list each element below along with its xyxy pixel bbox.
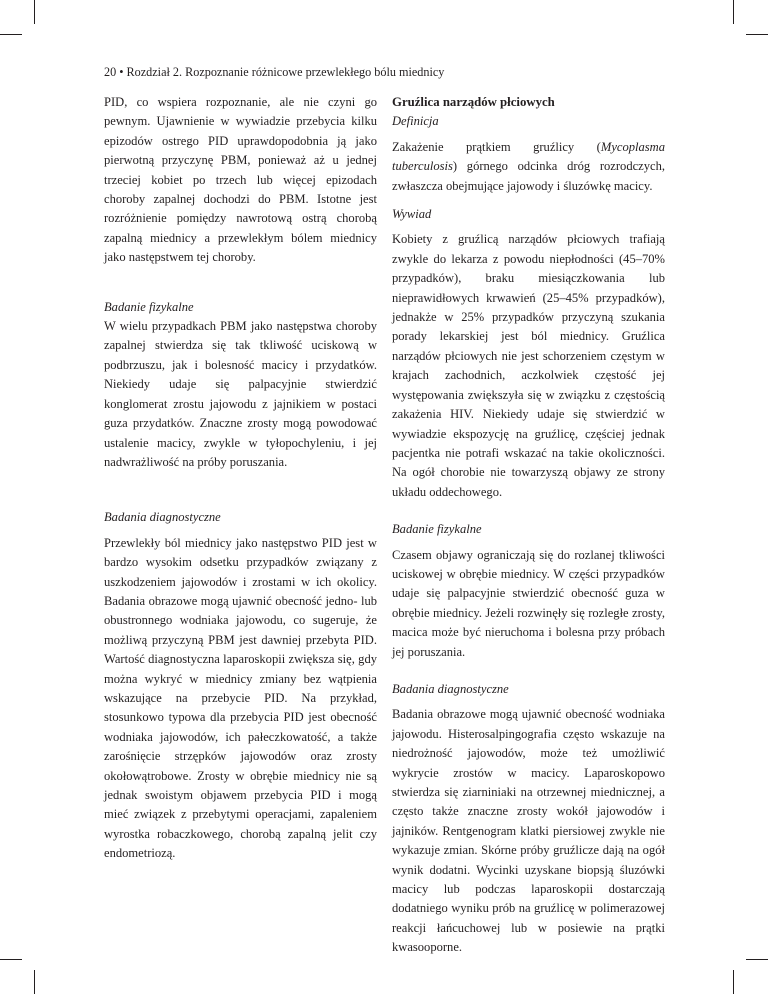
- history-paragraph: Kobiety z gruźlicą narządów płciowych trafiają zwykle do lekarza z powodu niepłodności (45–70% przypadków), braku miesiączkowania lub nieprawidłowych krwawień (25–45% przypadków), jednakże w 25% przypadków przyczyną szukania porady lekarskiej jest ból miednicy. Gruźlica narządów płciowych nie jest schorzeniem częstym w krajach zachodnich, aczkolwiek częstość jej występowania zwiększyła się w związku z częstością zakażenia HIV. Niekiedy udaje się stwierdzić w wywiadzie ekspozycję na gruźlicę, częściej jednak pacjentka nie potrafi wskazać na takie okoliczności. Na ogół chorobie nie towarzyszą objawy ze strony układu oddechowego.: [392, 232, 665, 499]
- section-heading: Gruźlica narządów płciowych: [392, 95, 555, 109]
- diagnostics-heading: Badania diagnostyczne: [104, 510, 221, 525]
- diagnostics-paragraph: Badania obrazowe mogą ujawnić obecność wodniaka jajowodu. Histerosalpingografia często wskazuje na niedrożność jajowodów, może też umożliwić wykrycie zrostów w macicy. Laparoskopowo stwierdza się ziarniniaki na otrzewnej miednicznej, a często także znaczne zrosty wokół jajowodów i jajników. Rentgenogram klatki piersiowej zwykle nie wykazuje zmian. Skórne próby gruźlicze dają na ogół wynik dodatni. Wycinki uzyskane biopsją śluzówki macicy lub podczas laparoskopii dostarczają dodatniego wyniku prób na gruźlicę w polimerazowej reakcji łańcuchowej lub w posiewie na prątki kwasooporne.: [392, 707, 665, 955]
- definition-text-start: Zakażenie prątkiem gruźlicy (: [392, 139, 601, 154]
- intro-paragraph: PID, co wspiera rozpoznanie, ale nie czyni go pewnym. Ujawnienie w wywiadzie przebycia kilku epizodów ostrego PID uprawdopodobnia ją jako pierwotną przyczynę PBM, ponieważ aż u jednej trzeciej kobiet po trzech lub więcej epizodach choroby zapalnej dochodzi do PBM. Istotne jest rozróżnienie pomiędzy nawrotową ostrą chorobą zapalną miednicy a przewlekłym bólem miednicy jako następstwem tej choroby.: [104, 95, 377, 265]
- crop-mark: [0, 959, 22, 960]
- definition-heading: Definicja: [392, 114, 439, 129]
- crop-mark: [733, 970, 734, 994]
- definition-paragraph: [392, 138, 665, 196]
- running-head: 20 • Rozdział 2. Rozpoznanie różnicowe przewlekłego bólu miednicy: [104, 65, 445, 79]
- physical-exam-heading: Badanie fizykalne: [392, 522, 482, 537]
- right-column: [392, 93, 665, 958]
- crop-mark: [34, 970, 35, 994]
- physical-exam-heading: Badanie fizykalne: [104, 299, 194, 314]
- physical-exam-paragraph: W wielu przypadkach PBM jako następstwa choroby zapalnej stwierdza się tak tkliwość uciskową w podbrzuszu, jak i bolesność macicy i przydatków. Niekiedy udaje się palpacyjnie stwierdzić konglomerat zrostu jajowodu z jajnikiem w postaci guza przydatków. Znaczne zrosty mogą powodować ustalenie macicy, zwykle w tyłopochyleniu, i jej nadwrażliwość na próby poruszania.: [104, 319, 377, 469]
- crop-mark: [746, 34, 768, 35]
- diagnostics-paragraph: Przewlekły ból miednicy jako następstwo PID jest w bardzo wysokim odsetku przypadków związany z uszkodzeniem jajowodów i zrostami w ich okolicy. Badania obrazowe mogą ujawnić obecność jedno- lub obustronnego wodniaka jajowodu, co sugeruje, że możliwą przyczyną PBM jest dawniej przebyta PID. Wartość diagnostyczna laparoskopii zwiększa się, gdy można wykryć w miednicy zmiany bez wątpienia wskazujące na przebycie PID. Na przykład, stosunkowo typowa dla przebycia PID jest obecność wodniaka jajowodów, ich pałeczkowatość, a także zarośnięcie strzępków jajowodów oraz zrosty okołowątrobowe. Zrosty w obrębie miednicy nie są jednak swoistym objawem przebycia PID i mogą mieć związek z przebytymi operacjami, zapaleniem wyrostka robaczkowego, chorobą zapalną jelit czy endometriozą.: [104, 535, 377, 861]
- history-heading: Wywiad: [392, 207, 432, 222]
- crop-mark: [34, 0, 35, 24]
- diagnostics-heading: Badania diagnostyczne: [392, 681, 509, 696]
- crop-mark: [733, 0, 734, 24]
- crop-mark: [0, 34, 22, 35]
- crop-mark: [746, 959, 768, 960]
- physical-exam-paragraph: Czasem objawy ograniczają się do rozlanej tkliwości uciskowej w obrębie miednicy. W części przypadków udaje się palpacyjnie stwierdzić obecność guza w obrębie miednicy. Jeżeli rozwinęły się rozległe zrosty, macica może być nieruchoma i bolesna przy próbach jej poruszania.: [392, 547, 665, 659]
- pathogen-name: Mycoplasma tuberculosis: [392, 139, 665, 174]
- definition-text-end: ) górnego odcinka dróg rozrodczych, zwłaszcza obejmujące jajowody i śluzówkę macicy.: [392, 159, 665, 193]
- left-column: [104, 93, 377, 864]
